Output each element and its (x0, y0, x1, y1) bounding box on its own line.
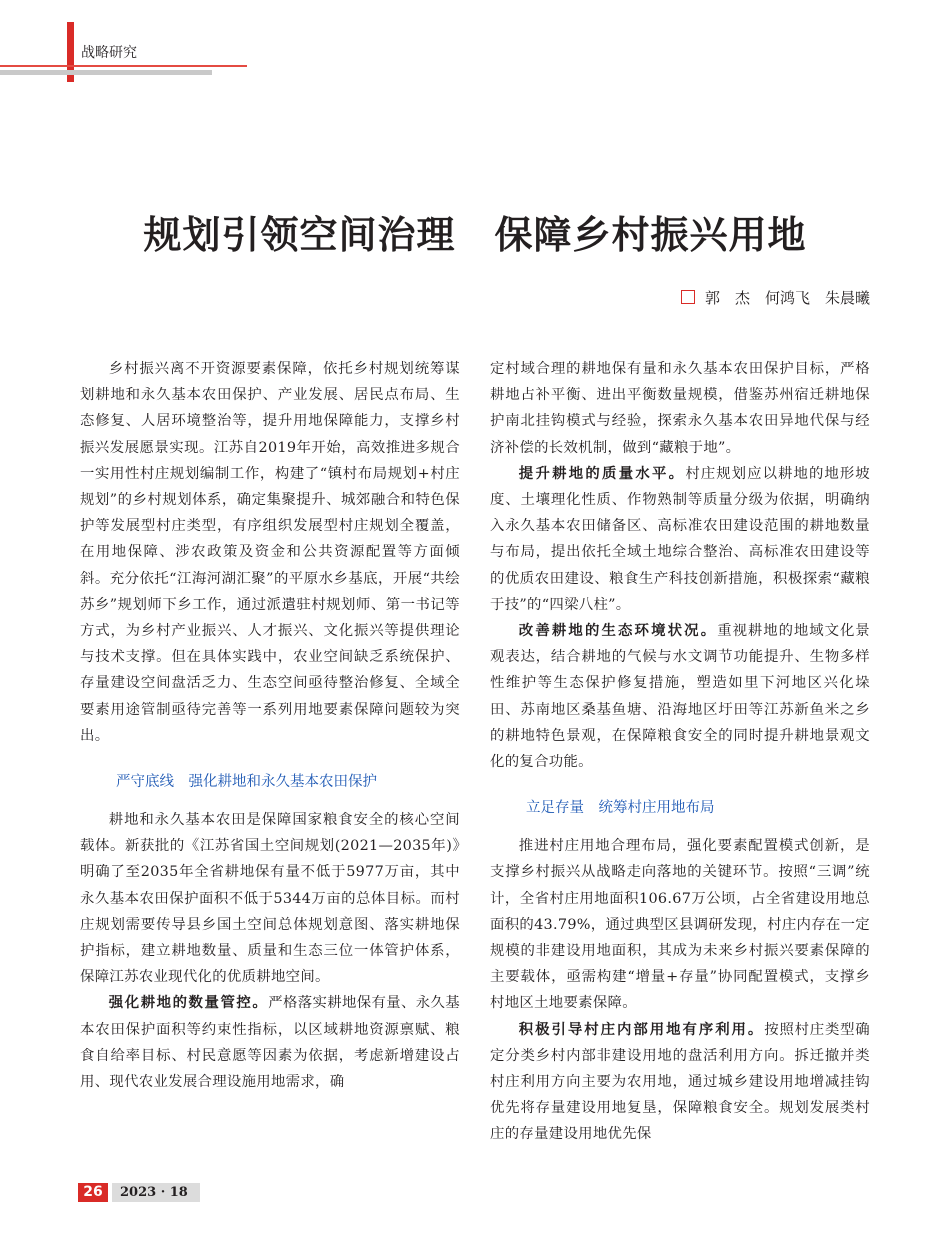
lead-heading-eco: 改善耕地的生态环境状况。 (518, 622, 718, 640)
lead-heading-quality: 提升耕地的质量水平。 (518, 464, 686, 482)
author-names: 郭 杰 何鸿飞 朱晨曦 (704, 289, 870, 307)
continued-paragraph: 定村域合理的耕地保有量和永久基本农田保护目标，严格耕地占补平衡、进出平衡数量规模，借鉴苏州宿迁耕地保护南北挂钩模式与经验，探索永久基本农田异地代保与经济补偿的长效机制，做到“藏粮于地”。 (490, 361, 870, 456)
section1-paragraph-2 (80, 990, 460, 1095)
issue-number: 2023 · 18 (112, 1183, 200, 1202)
article-title: 规划引领空间治理 保障乡村振兴用地 (143, 213, 807, 257)
quantity-text: 严格落实耕地保有量、永久基本农田保护面积等约束性指标，以区域耕地资源禀赋、粮食自给率目标、村民意愿等因素为依据，考虑新增建设占用、现代农业发展合理设施用地需求，确 (80, 995, 460, 1091)
header-rule-red (0, 65, 247, 67)
lead-heading-internal: 积极引导村庄内部用地有序利用。 (518, 1020, 765, 1038)
left-column (80, 356, 460, 1095)
author-line (681, 287, 870, 308)
page-number: 26 (78, 1183, 108, 1202)
square-bullet-icon (681, 290, 695, 304)
section-heading-2: 立足存量 统筹村庄用地布局 (526, 800, 715, 817)
eco-paragraph (490, 618, 870, 775)
internal-land-paragraph (490, 1017, 870, 1148)
intro-paragraph: 乡村振兴离不开资源要素保障，依托乡村规划统筹谋划耕地和永久基本农田保护、产业发展、居民点布局、生态修复、人居环境整治等，提升用地保障能力，支撑乡村振兴发展愿景实现。江苏自2019年开始，高效推进多规合一实用性村庄规划编制工作，构建了“镇村布局规划+村庄规划”的乡村规划体系，确定集聚提升、城郊融合和特色保护等发展型村庄类型，有序组织发展型村庄规划全覆盖，在用地保障、涉农政策及资金和公共资源配置等方面倾斜。充分依托“江海河湖汇聚”的平原水乡基底，开展“共绘苏乡”规划师下乡工作，通过派遣驻村规划师、第一书记等方式，为乡村产业振兴、人才振兴、文化振兴等提供理论与技术支撑。但在具体实践中，农业空间缺乏系统保护、存量建设空间盘活乏力、生态空间亟待整治修复、全域全要素用途管制亟待完善等一系列用地要素保障问题较为突出。 (80, 361, 460, 744)
lead-heading-quantity: 强化耕地的数量管控。 (108, 994, 269, 1012)
section1-paragraph-1: 耕地和永久基本农田是保障国家粮食安全的核心空间载体。新获批的《江苏省国土空间规划(2021—2035年)》明确了至2035年全省耕地保有量不低于5977万亩，其中永久基本农田保护面积不低于5344万亩的总体目标。而村庄规划需要传导县乡国土空间总体规划意图、落实耕地保护指标，建立耕地数量、质量和生态三位一体管护体系，保障江苏农业现代化的优质耕地空间。 (80, 812, 460, 986)
quality-text: 村庄规划应以耕地的地形坡度、土壤理化性质、作物熟制等质量分级为依据，明确纳入永久基本农田储备区、高标准农田建设范围的耕地数量与布局，提出依托全域土地综合整治、高标准农田建设等的优质农田建设、粮食生产科技创新措施，积极探索“藏粮于技”的“四梁八柱”。 (490, 465, 870, 613)
section-heading-1: 严守底线 强化耕地和永久基本农田保护 (116, 774, 377, 791)
header-rule-gray (0, 70, 212, 75)
section2-paragraph-1: 推进村庄用地合理布局，强化要素配置模式创新，是支撑乡村振兴从战略走向落地的关键环节。按照“三调”统计，全省村庄用地面积106.67万公顷，占全省建设用地总面积的43.79%，通过典型区县调研发现，村庄内存在一定规模的非建设用地面积，其成为未来乡村振兴要素保障的主要载体，亟需构建“增量+存量”协同配置模式，支撑乡村地区土地要素保障。 (490, 838, 870, 1012)
right-column (490, 356, 870, 1148)
internal-land-text: 按照村庄类型确定分类乡村内部非建设用地的盘活利用方向。拆迁撤并类村庄利用方向主要为农用地，通过城乡建设用地增减挂钩优先将存量建设用地复垦，保障粮食安全。规划发展类村庄的存量建设用地优先保 (490, 1021, 870, 1143)
eco-text: 重视耕地的地域文化景观表达，结合耕地的气候与水文调节功能提升、生物多样性维护等生态保护修复措施，塑造如里下河地区兴化垛田、苏南地区桑基鱼塘、沿海地区圩田等江苏新鱼米之乡的耕地特色景观，在保障粮食安全的同时提升耕地景观文化的复合功能。 (490, 623, 870, 771)
section-label: 战略研究 (81, 45, 137, 61)
quality-paragraph (490, 461, 870, 618)
